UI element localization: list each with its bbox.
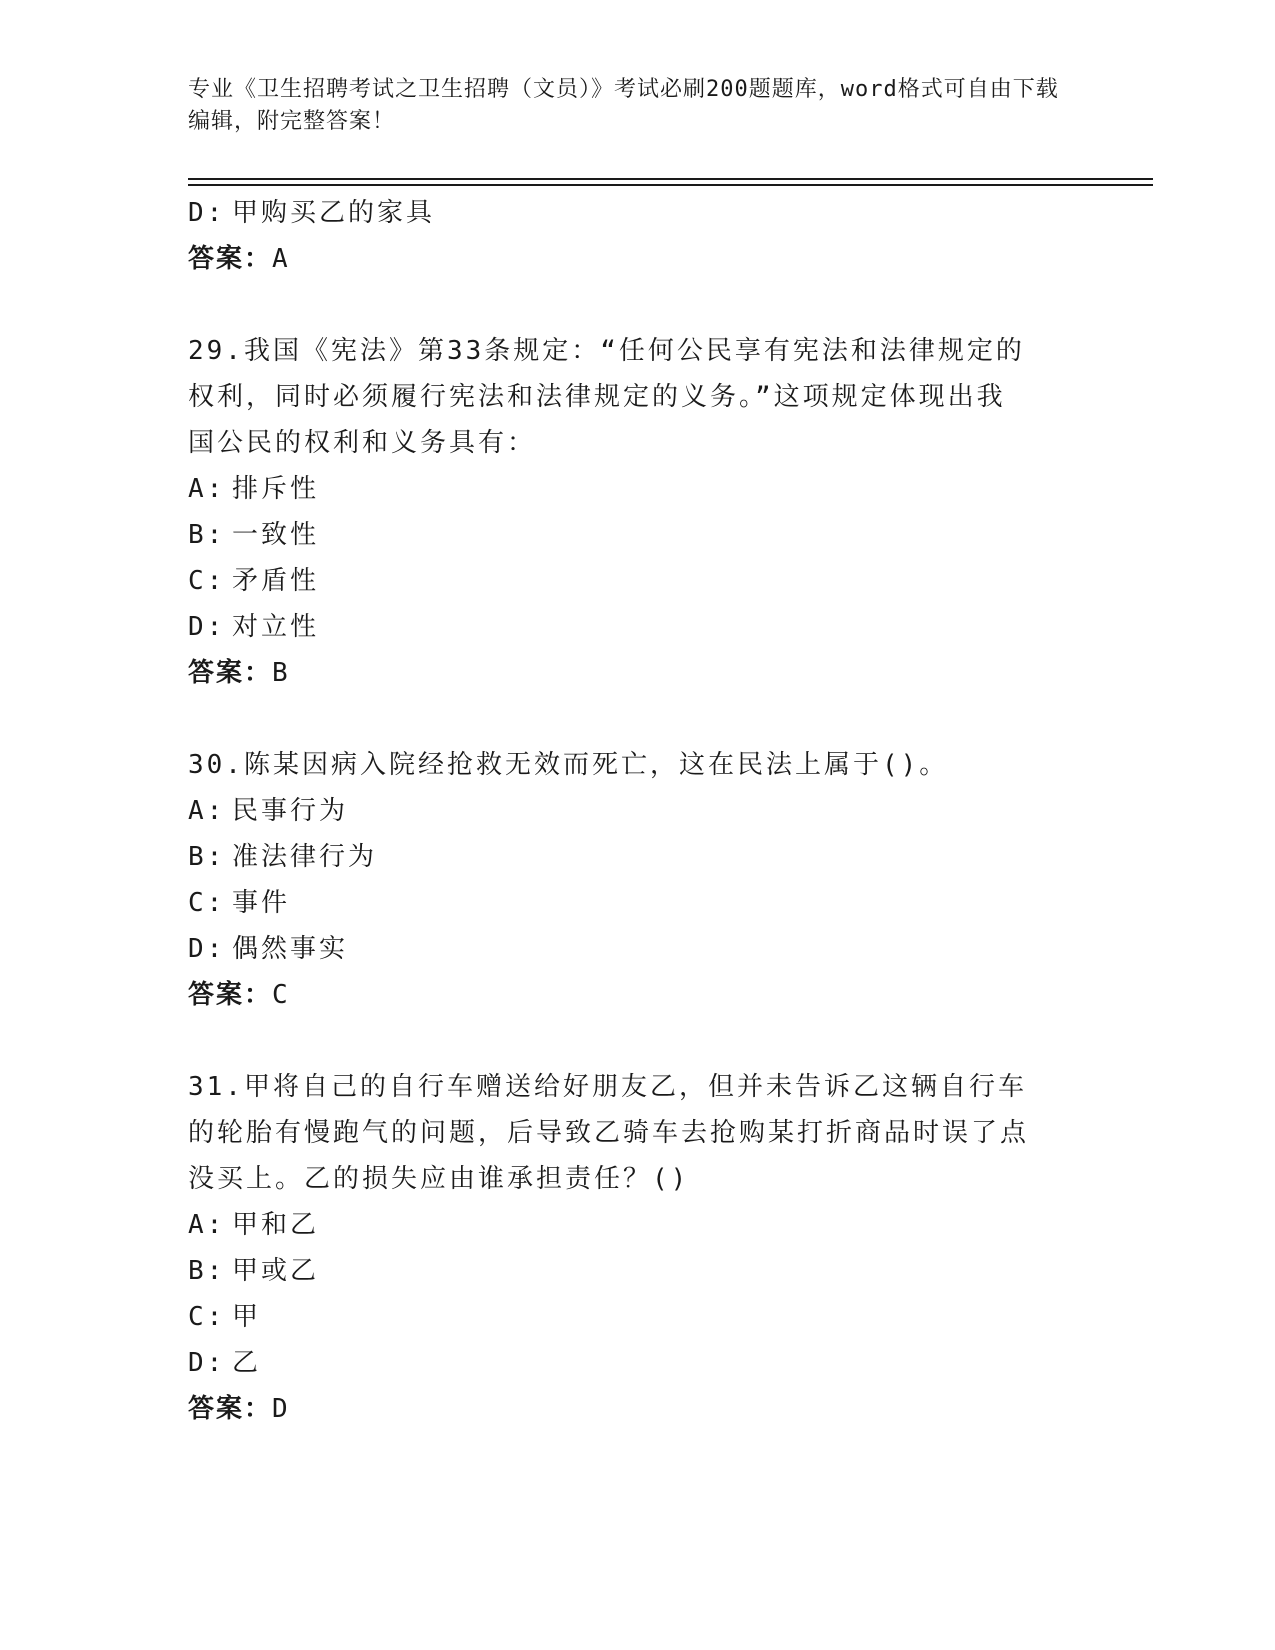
question-29-answer [188,650,1088,696]
option-text: 甲 [232,1302,262,1332]
question-29-option-a [188,466,1088,512]
option-letter: D: [188,612,226,642]
question-30-option-d [188,926,1088,972]
option-letter: C: [188,1302,226,1332]
option-text: 排斥性 [232,474,320,504]
spacer [188,696,1088,742]
option-letter: A: [188,1210,226,1240]
option-text: 对立性 [232,612,320,642]
question-31-option-d [188,1340,1088,1386]
option-letter: D: [188,1348,226,1378]
answer-value: C [272,980,290,1010]
option-letter: C: [188,888,226,918]
question-31-option-c [188,1294,1088,1340]
question-29-option-c [188,558,1088,604]
answer-value: D [272,1394,290,1424]
option-letter: B: [188,520,226,550]
answer-value: A [272,244,290,274]
option-letter: D: [188,198,226,228]
option-text: 甲或乙 [232,1256,320,1286]
question-31-option-a [188,1202,1088,1248]
option-letter: B: [188,1256,226,1286]
answer-label: 答案： [188,658,273,688]
previous-question-option-d [188,190,1088,236]
spacer [188,1018,1088,1064]
question-29: 29.我国《宪法》第33条规定：“任何公民享有宪法和法律规定的权利，同时必须履行宪法和法律规定的义务。”这项规定体现出我国公民的权利和义务具有： [188,336,1025,458]
option-text: 矛盾性 [232,566,320,596]
option-text: 准法律行为 [232,842,378,872]
answer-label: 答案： [188,1394,273,1424]
option-text: 偶然事实 [232,934,349,964]
question-29-option-b [188,512,1088,558]
document-body [188,190,1088,1432]
option-text: 乙 [232,1348,262,1378]
answer-value: B [272,658,290,688]
question-30-option-c [188,880,1088,926]
option-text: 事件 [232,888,291,918]
question-30: 30.陈某因病入院经抢救无效而死亡，这在民法上属于()。 [188,750,949,780]
option-letter: D: [188,934,226,964]
option-text: 民事行为 [232,796,349,826]
option-letter: A: [188,796,226,826]
question-31-answer [188,1386,1088,1432]
option-letter: C: [188,566,226,596]
option-letter: A: [188,474,226,504]
document-header: 专业《卫生招聘考试之卫生招聘（文员）》考试必刷200题题库，word格式可自由下载编辑，附完整答案！ [188,77,1059,134]
header-divider-top [188,178,1153,180]
previous-question-answer [188,236,1088,282]
answer-label: 答案： [188,244,273,274]
option-text: 一致性 [232,520,320,550]
option-letter: B: [188,842,226,872]
option-text: 甲和乙 [232,1210,320,1240]
question-30-option-a [188,788,1088,834]
question-29-option-d [188,604,1088,650]
question-31: 31.甲将自己的自行车赠送给好朋友乙，但并未告诉乙这辆自行车的轮胎有慢跑气的问题，后导致乙骑车去抢购某打折商品时误了点没买上。乙的损失应由谁承担责任？() [188,1072,1030,1194]
question-30-option-b [188,834,1088,880]
option-text: 甲购买乙的家具 [232,198,436,228]
question-30-answer [188,972,1088,1018]
question-31-option-b [188,1248,1088,1294]
spacer [188,282,1088,328]
answer-label: 答案： [188,980,273,1010]
header-divider-bottom [188,184,1153,186]
